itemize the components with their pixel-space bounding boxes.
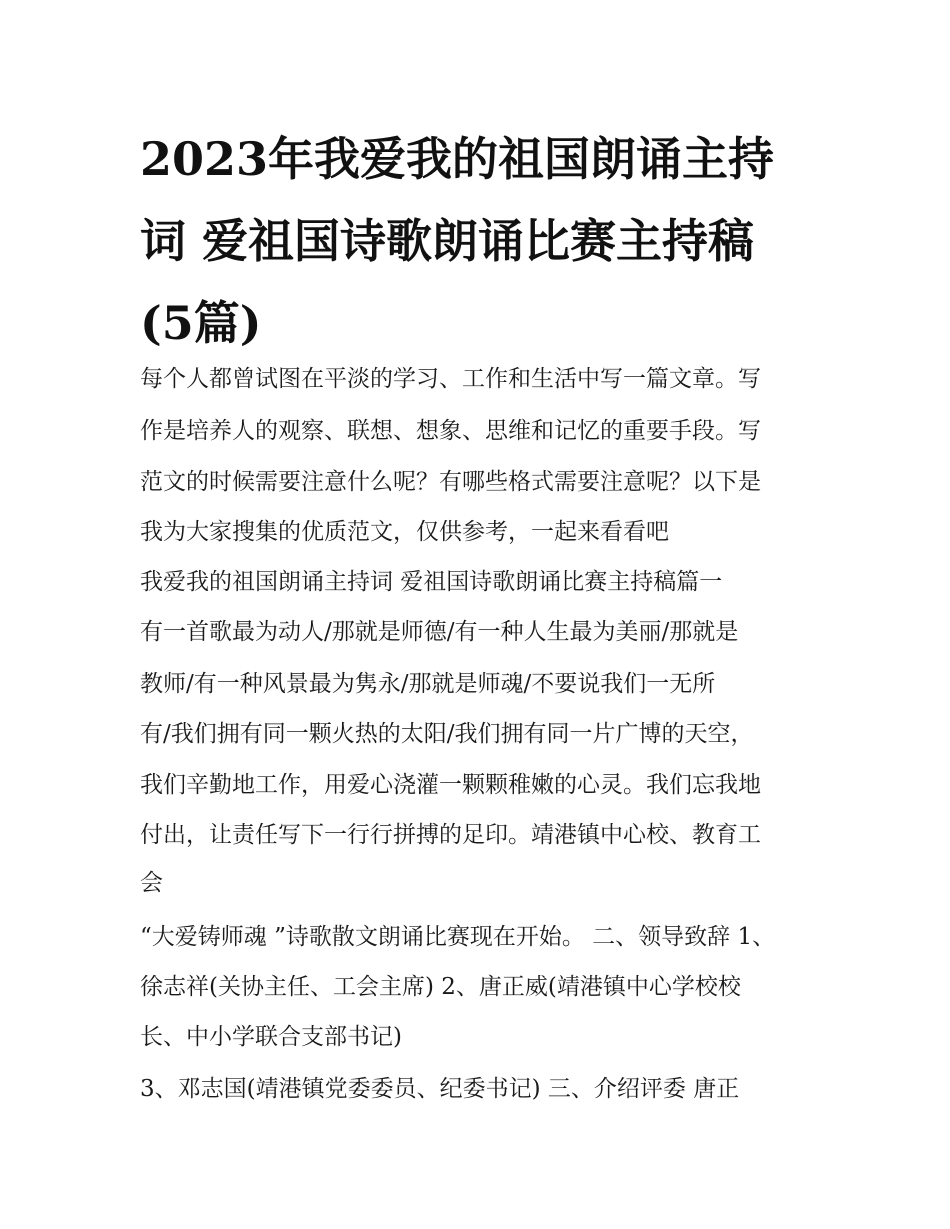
title-line-3: (5篇) (140, 296, 262, 350)
title-line-1: 2023年我爱我的祖国朗诵主持 (140, 132, 775, 186)
document-title (140, 118, 820, 364)
body-line-2: 作是培养人的观察、联想、想象、思维和记忆的重要手段。写 (140, 418, 761, 444)
body-line-14: 长、中小学联合支部书记) (140, 1024, 402, 1050)
body-line-6: 有一首歌最为动人/那就是师德/有一种人生最为美丽/那就是 (140, 619, 739, 645)
body-line-9: 我们辛勤地工作，用爱心浇灌一颗颗稚嫩的心灵。我们忘我地 (140, 772, 761, 798)
body-line-15: 3、邓志国(靖港镇党委委员、纪委书记) 三、介绍评委 唐正 (140, 1076, 740, 1102)
body-line-4: 我为大家搜集的优质范文，仅供参考，一起来看看吧 (140, 519, 669, 545)
body-line-11: 会 (140, 870, 163, 896)
body-line-10: 付出，让责任写下一行行拼搏的足印。靖港镇中心校、教育工 (140, 822, 761, 848)
body-line-7: 教师/有一种风景最为隽永/那就是师魂/不要说我们一无所 (140, 671, 716, 697)
body-line-8: 有/我们拥有同一颗火热的太阳/我们拥有同一片广博的天空， (140, 721, 754, 747)
body-line-3: 范文的时候需要注意什么呢？有哪些格式需要注意呢？以下是 (140, 469, 761, 495)
section-heading: 我爱我的祖国朗诵主持词 爱祖国诗歌朗诵比赛主持稿篇一 (140, 569, 723, 595)
body-line-12: “大爱铸师魂 ”诗歌散文朗诵比赛现在开始。 二、领导致辞 1、 (140, 924, 776, 950)
body-line-1: 每个人都曾试图在平淡的学习、工作和生活中写一篇文章。写 (140, 366, 761, 392)
body-line-13: 徐志祥(关协主任、工会主席) 2、唐正威(靖港镇中心学校校 (140, 974, 741, 1000)
title-line-2: 词 爱祖国诗歌朗诵比赛主持稿 (140, 214, 755, 268)
